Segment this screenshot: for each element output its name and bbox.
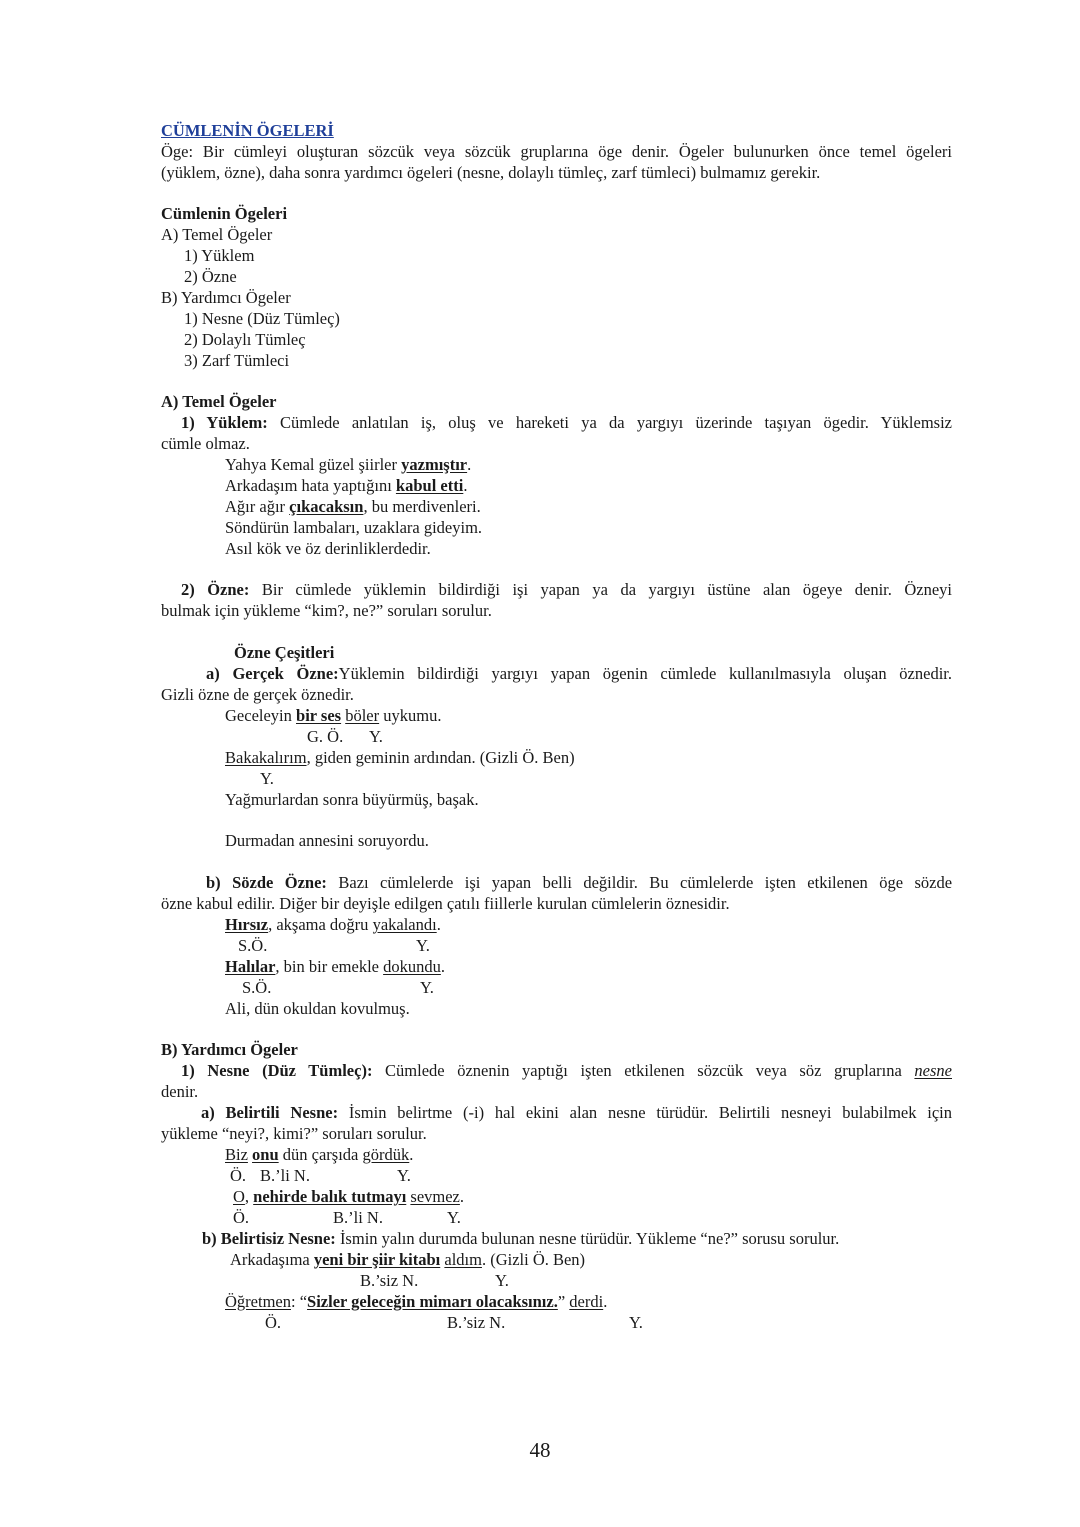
example-sentence: Ağır ağır çıkacaksın, bu merdivenleri. (225, 497, 481, 516)
outline-item: 1) Yüklem (184, 246, 255, 265)
example-sentence: Halılar, bin bir emekle dokundu. (225, 957, 445, 976)
example-sentence: O, nehirde balık tutmayı sevmez. (233, 1187, 465, 1206)
tag-ozne: Ö. (230, 1166, 247, 1185)
sozde-ozne-definition: b) Sözde Özne: Bazı cümlelerde işi yapan belli değildir. Bu cümlelerde işten etkilenen öge sözde (206, 873, 953, 892)
nesne-label: 1) Nesne (Düz Tümleç): (181, 1061, 373, 1080)
outline-item: 2) Dolaylı Tümleç (184, 330, 306, 349)
tag-yuklem: Y. (260, 769, 274, 788)
section-heading-temel: A) Temel Ögeler (161, 392, 277, 411)
subheading-ozne-cesitleri: Özne Çeşitleri (234, 643, 335, 662)
outline-item: 2) Özne (184, 267, 237, 286)
yuklem-label: 1) Yüklem: (181, 413, 268, 432)
page-number: 48 (529, 1438, 551, 1462)
tag-ozne: Ö. (233, 1208, 250, 1227)
nesne-definition-cont: denir. (161, 1082, 199, 1101)
intro-line-1: Öge: Bir cümleyi oluşturan sözcük veya sözcük gruplarına öge denir. Ögeler bulunurken önce temel ögeleri (161, 142, 952, 161)
tag-belirtili-nesne: B.’li N. (260, 1166, 310, 1185)
example-sentence: Yağmurlardan sonra büyürmüş, başak. (225, 790, 479, 809)
section-heading-yardimci: B) Yardımcı Ögeler (161, 1040, 298, 1059)
belirtili-nesne-label: a) Belirtili Nesne: (201, 1103, 339, 1122)
tag-ozne: Ö. (265, 1313, 282, 1332)
belirtili-nesne-definition-cont: yükleme “neyi?, kimi?” soruları sorulur. (161, 1124, 427, 1143)
example-sentence: Söndürün lambaları, uzaklara gideyim. (225, 518, 483, 537)
nesne-definition: 1) Nesne (Düz Tümleç): Cümlede öznenin yaptığı işten etkilenen sözcük veya söz gruplarına nesne (181, 1061, 952, 1080)
tag-belirtisiz-nesne: B.’siz N. (360, 1271, 419, 1290)
gercek-ozne-definition: a) Gerçek Özne:Yüklemin bildirdiği yargıyı yapan ögenin cümlede kullanılmasıyla oluşan öznedir. (206, 664, 952, 683)
yuklem-definition (161, 412, 952, 433)
yuklem-def-text: Cümlede anlatılan iş, oluş ve hareketi ya da yargıyı üzerinde taşıyan ögedir. Yüklemsiz (280, 413, 952, 432)
belirtisiz-nesne-definition: b) Belirtisiz Nesne: İsmin yalın durumda bulunan nesne türüdür. Yükleme “ne?” sorusu sorulur. (202, 1229, 840, 1248)
example-sentence: Ali, dün okuldan kovulmuş. (225, 999, 410, 1018)
yuklem-definition-cont: cümle olmaz. (161, 434, 250, 453)
example-sentence: Öğretmen: “Sizler geleceğin mimarı olacaksınız.” derdi. (225, 1292, 608, 1311)
tag-gercek-ozne: G. Ö. (307, 727, 344, 746)
tag-belirtili-nesne: B.’li N. (333, 1208, 383, 1227)
intro-line-2: (yüklem, özne), daha sonra yardımcı ögeleri (nesne, dolaylı tümleç, zarf tümleci) bulmamız gerekir. (161, 163, 821, 182)
outline-item: 1) Nesne (Düz Tümleç) (184, 309, 340, 328)
example-sentence: Yahya Kemal güzel şiirler yazmıştır. (225, 455, 472, 474)
tag-yuklem: Y. (369, 727, 383, 746)
tag-yuklem: Y. (420, 978, 434, 997)
example-sentence: Durmadan annesini soruyordu. (225, 831, 429, 850)
sozde-ozne-label: b) Sözde Özne: (206, 873, 327, 892)
ozne-label: 2) Özne: (181, 580, 250, 599)
example-sentence: Hırsız, akşama doğru yakalandı. (225, 915, 441, 934)
tag-yuklem: Y. (397, 1166, 411, 1185)
example-sentence: Geceleyin bir ses böler uykumu. (225, 706, 442, 725)
tag-yuklem: Y. (447, 1208, 461, 1227)
outline-item: B) Yardımcı Ögeler (161, 288, 291, 307)
example-sentence: Arkadaşım hata yaptığını kabul etti. (225, 476, 468, 495)
example-sentence: Arkadaşıma yeni bir şiir kitabı aldım. (Gizli Ö. Ben) (230, 1250, 586, 1269)
belirtisiz-nesne-label: b) Belirtisiz Nesne: (202, 1229, 336, 1248)
sozde-ozne-definition-cont: özne kabul edilir. Diğer bir deyişle edilgen çatılı fiillerle kurulan cümlelerin öznesidir. (161, 894, 730, 913)
example-sentence: Biz onu dün çarşıda gördük. (225, 1145, 414, 1164)
tag-belirtisiz-nesne: B.’siz N. (447, 1313, 506, 1332)
tag-sozde-ozne: S.Ö. (238, 936, 268, 955)
gercek-ozne-label: a) Gerçek Özne: (206, 664, 339, 683)
outline-item: 3) Zarf Tümleci (184, 351, 290, 370)
tag-yuklem: Y. (629, 1313, 643, 1332)
example-sentence: Asıl kök ve öz derinliklerdedir. (225, 539, 431, 558)
tag-yuklem: Y. (416, 936, 430, 955)
belirtili-nesne-definition: a) Belirtili Nesne: İsmin belirtme (-i) hal ekini alan nesne türüdür. Belirtili nesneyi bulabilmek için (201, 1103, 953, 1122)
tag-yuklem: Y. (495, 1271, 509, 1290)
outline-item: A) Temel Ögeler (161, 225, 273, 244)
tag-sozde-ozne: S.Ö. (242, 978, 272, 997)
ozne-definition: 2) Özne: Bir cümlede yüklemin bildirdiği işi yapan ya da yargıyı üstüne alan ögeye denir. Özneyi (181, 580, 953, 599)
outline-heading: Cümlenin Ögeleri (161, 204, 288, 223)
gercek-ozne-definition-cont: Gizli özne de gerçek öznedir. (161, 685, 354, 704)
example-sentence: Bakakalırım, giden geminin ardından. (Gizli Ö. Ben) (225, 748, 575, 767)
page-title: CÜMLENİN ÖGELERİ (161, 121, 334, 140)
ozne-definition-cont: bulmak için yükleme “kim?, ne?” soruları sorulur. (161, 601, 492, 620)
